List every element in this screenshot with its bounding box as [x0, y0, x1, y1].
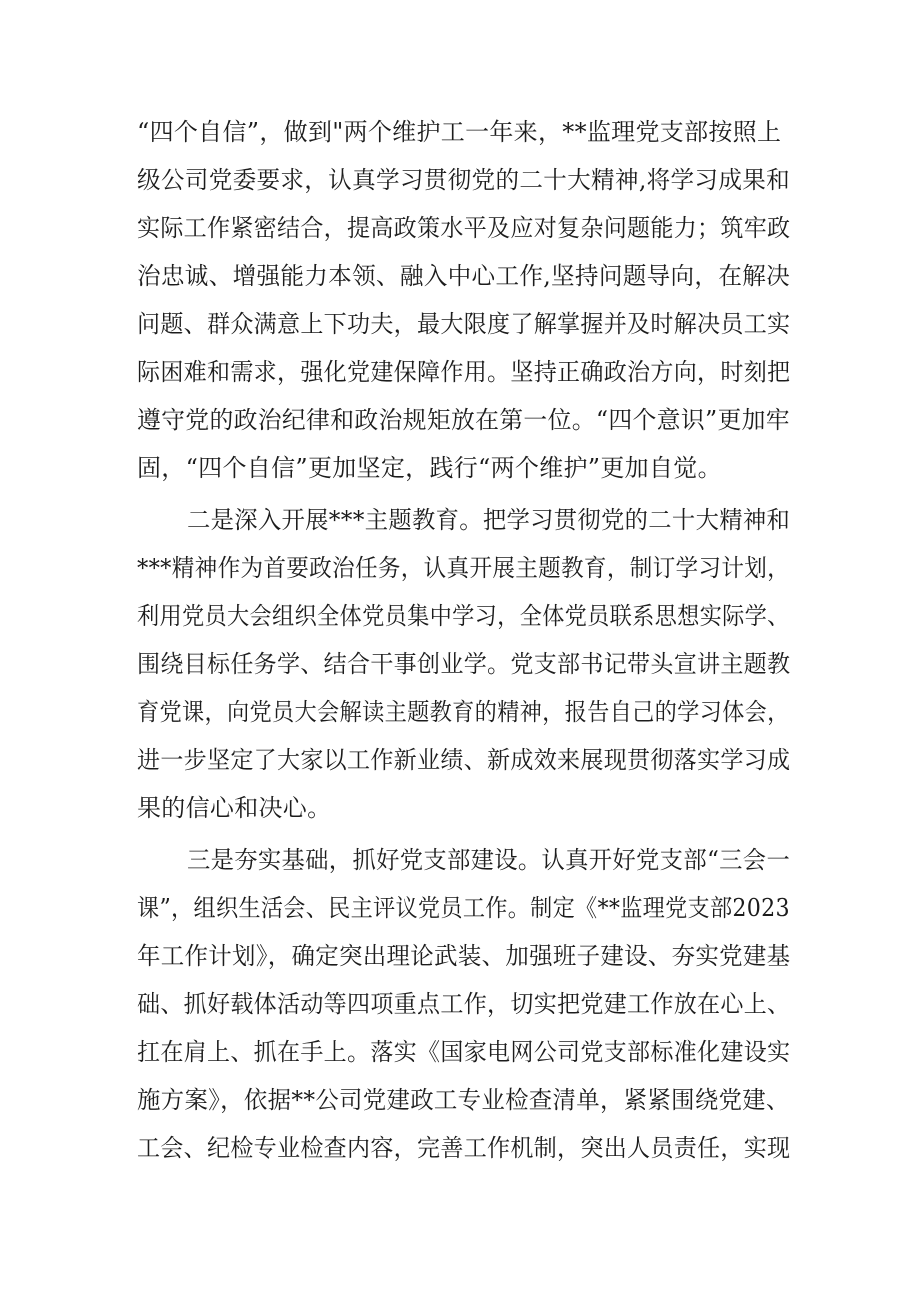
text-line: 施方案》，依据**公司党建政工专业检查清单，紧紧围绕党建、: [137, 1086, 790, 1114]
text-line: 工会、纪检专业检查内容，完善工作机制，突出人员责任，实现: [137, 1134, 791, 1162]
text-line: “四个自信”，做到"两个维护工一年来，**监理党支部按照上: [137, 118, 782, 146]
text-line: 级公司党委要求，认真学习贯彻党的二十大精神,将学习成果和: [137, 166, 791, 194]
text-line: 二是深入开展***主题教育。把学习贯彻党的二十大精神和: [187, 506, 791, 534]
text-line: 实际工作紧密结合，提高政策水平及应对复杂问题能力；筑牢政: [137, 214, 791, 242]
text-line: 治忠诚、增强能力本领、融入中心工作,坚持问题导向，在解决: [137, 262, 791, 290]
text-line: 课”，组织生活会、民主评议党员工作。制定《**监理党支部2023: [137, 894, 790, 922]
text-line: 利用党员大会组织全体党员集中学习，全体党员联系思想实际学、: [137, 602, 790, 630]
text-line: 果的信心和决心。: [137, 794, 332, 822]
text-line: 际困难和需求，强化党建保障作用。坚持正确政治方向，时刻把: [137, 358, 791, 386]
text-line: 三是夯实基础，抓好党支部建设。认真开好党支部“三会一: [187, 846, 791, 874]
text-line: 问题、群众满意上下功夫，最大限度了解掌握并及时解决员工实: [137, 310, 791, 338]
text-line: 年工作计划》，确定突出理论武装、加强班子建设、夯实党建基: [137, 942, 791, 970]
text-line: 扛在肩上、抓在手上。落实《国家电网公司党支部标准化建设实: [137, 1038, 791, 1066]
text-line: ***精神作为首要政治任务，认真开展主题教育，制订学习计划，: [137, 554, 791, 582]
text-line: 围绕目标任务学、结合干事创业学。党支部书记带头宣讲主题教: [137, 650, 791, 678]
text-line: 进一步坚定了大家以工作新业绩、新成效来展现贯彻落实学习成: [137, 746, 791, 774]
text-line: 固，“四个自信”更加坚定，践行“两个维护”更加自觉。: [137, 454, 722, 482]
text-line: 育党课，向党员大会解读主题教育的精神，报告自己的学习体会，: [137, 698, 790, 726]
text-line: 遵守党的政治纪律和政治规矩放在第一位。“四个意识”更加牢: [137, 406, 790, 434]
text-line: 础、抓好载体活动等四项重点工作，切实把党建工作放在心上、: [137, 990, 791, 1018]
